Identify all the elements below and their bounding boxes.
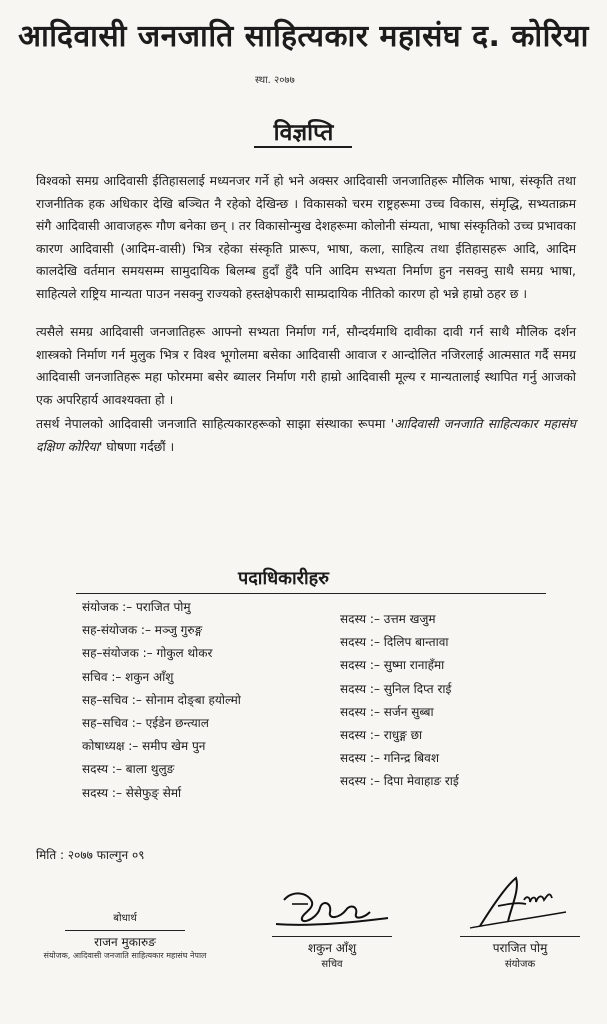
official-row: सदस्य :– सर्जन सुब्बा xyxy=(340,704,434,719)
secretary-role: सचिव xyxy=(321,959,343,970)
notice-body xyxy=(36,170,576,458)
officials-left-column xyxy=(82,596,241,805)
official-row: सचिव :– शकुन आँशु xyxy=(82,669,174,684)
coordinator-signature-block xyxy=(450,870,590,970)
officials-heading: पदाधिकारीहरु xyxy=(238,568,330,589)
secretary-rule xyxy=(272,936,392,937)
notice-date: मिति : २०७७ फाल्गुन ०९ xyxy=(36,848,145,862)
declaration-quote: 'आदिवासी जनजाति साहित्यकार महासंघ दक्षिण कोरिया' xyxy=(36,416,576,454)
officials-divider xyxy=(76,593,546,594)
official-row: सदस्य :– राधुङ्ग छा xyxy=(340,727,423,742)
declaration-paragraph xyxy=(36,413,576,458)
cc-name: राजन मुकारुङ xyxy=(94,935,156,949)
official-row: सह–सचिव :– एईडेन छन्त्याल xyxy=(82,715,209,730)
secretary-signature xyxy=(262,880,402,932)
notice-heading: विज्ञप्ति xyxy=(273,120,334,146)
official-row: सदस्य :– दिपा मेवाहाङ राई xyxy=(340,774,459,789)
declaration-prefix: तसर्थ नेपालको आदिवासी जनजाति साहित्यकारहरूको साझा संस्थाका रूपमा xyxy=(36,416,391,431)
coordinator-rule xyxy=(460,936,580,937)
official-row: सदस्य :– गनिन्द्र बिवश xyxy=(340,751,439,766)
coordinator-role: संयोजक xyxy=(504,959,536,970)
declaration-suffix: घोषणा गर्दछौं । xyxy=(102,438,175,454)
cc-rule xyxy=(65,930,185,931)
official-row: सदस्य :– दिलिप बान्तावा xyxy=(340,635,449,650)
official-row: सह–सचिव :– सोनाम दोङ्बा हयोल्मो xyxy=(82,692,241,707)
official-row: सदस्य :– बाला थुलुङ xyxy=(82,762,175,777)
paragraph-2: त्यसैले समग्र आदिवासी जनजातिहरू आफ्नो सभ्यता निर्माण गर्न, सौन्दर्यमाथि दावीका दावी गर्न साथै मौलिक दर्शन शास्त्रको निर्माण गर्न मुलुक भित्र र विश्व भूगोलमा बसेका आदिवासी आवाज र आन्दोलित नजिरलाई आत्मसात गर्दै समग्र आदिवासी जनजातिहरू महा फोरममा बसेर ब्यालर निर्माण गरी हाम्रो आदिवासी मूल्य र मान्यतालाई स्थापित गर्नु आजको एक अपरिहार्य आवश्यक्ता हो । xyxy=(36,324,576,407)
cc-role: संयोजक, आदिवासी जनजाति साहित्यकार महासंघ नेपाल xyxy=(43,951,207,960)
secretary-name: शकुन आँशु xyxy=(307,941,357,955)
official-row: सदस्य :– सुनिल दिप्त राई xyxy=(340,681,452,696)
coordinator-name: पराजित पोमु xyxy=(492,941,548,955)
secretary-signature-block xyxy=(262,880,402,970)
cc-block xyxy=(30,910,220,961)
coordinator-signature xyxy=(450,870,590,932)
official-row: सदस्य :– सुष्मा रानाहँमा xyxy=(340,658,445,673)
cc-label: बोधार्थ xyxy=(113,913,137,924)
organization-title: आदिवासी जनजाति साहित्यकार महासंघ द. कोरिया xyxy=(18,19,589,54)
paragraph-1: विश्वको समग्र आदिवासी ईतिहासलाई मध्यनजर गर्ने हो भने अक्सर आदिवासी जनजातिहरू मौलिक भाषा, संस्कृति तथा राजनीतिक हक अधिकार देखि बञ्चित नै रहेको देखिन्छ । विकासको चरम राष्ट्रहरूमा उच्च विकास, संमृद्धि, सभ्यताक्रम संगै आदिवासी आवाजहरू गौण बनेका छन् । तर विकासोन्मुख देशहरूमा कोलोनी संम्यता, भाषा संस्कृतिको उच्च प्रभावका कारण आदिवासी (आदिम-वासी) भित्र रहेका संस्कृति प्रारूप, भाषा, कला, साहित्य तथा ईतिहासहरू आदि, आदिम कालदेखि वर्तमान समयसम्म सामुदायिक बिलम्ब हुदाँ हुँदै पनि आदिम सभ्यता निर्माण हुन नसक्नु साथै समग्र भाषा, साहित्यले राष्ट्रिय मान्यता पाउन नसक्नु राज्यको हस्तक्षेपकारी साम्प्रदायिक नीतिको कारण हो भन्ने हाम्रो ठहर छ । xyxy=(36,173,576,301)
official-row: सह–संयोजक :– गोकुल थोकर xyxy=(82,646,213,661)
officials-right-column xyxy=(340,608,459,794)
official-row: सदस्य :– उत्तम खजुम xyxy=(340,612,436,626)
official-row: कोषाध्यक्ष :– समीप खेम पुन xyxy=(82,739,206,754)
official-row: सह-संयोजक :– मञ्जु गुरुङ्ग xyxy=(82,623,203,638)
established-year: स्था. २०७७ xyxy=(255,75,295,86)
official-row: संयोजक :– पराजित पोमु xyxy=(82,600,191,614)
official-row: सदस्य :– सेसेफुङ् सेर्मा xyxy=(82,785,182,800)
heading-underline xyxy=(254,146,352,148)
